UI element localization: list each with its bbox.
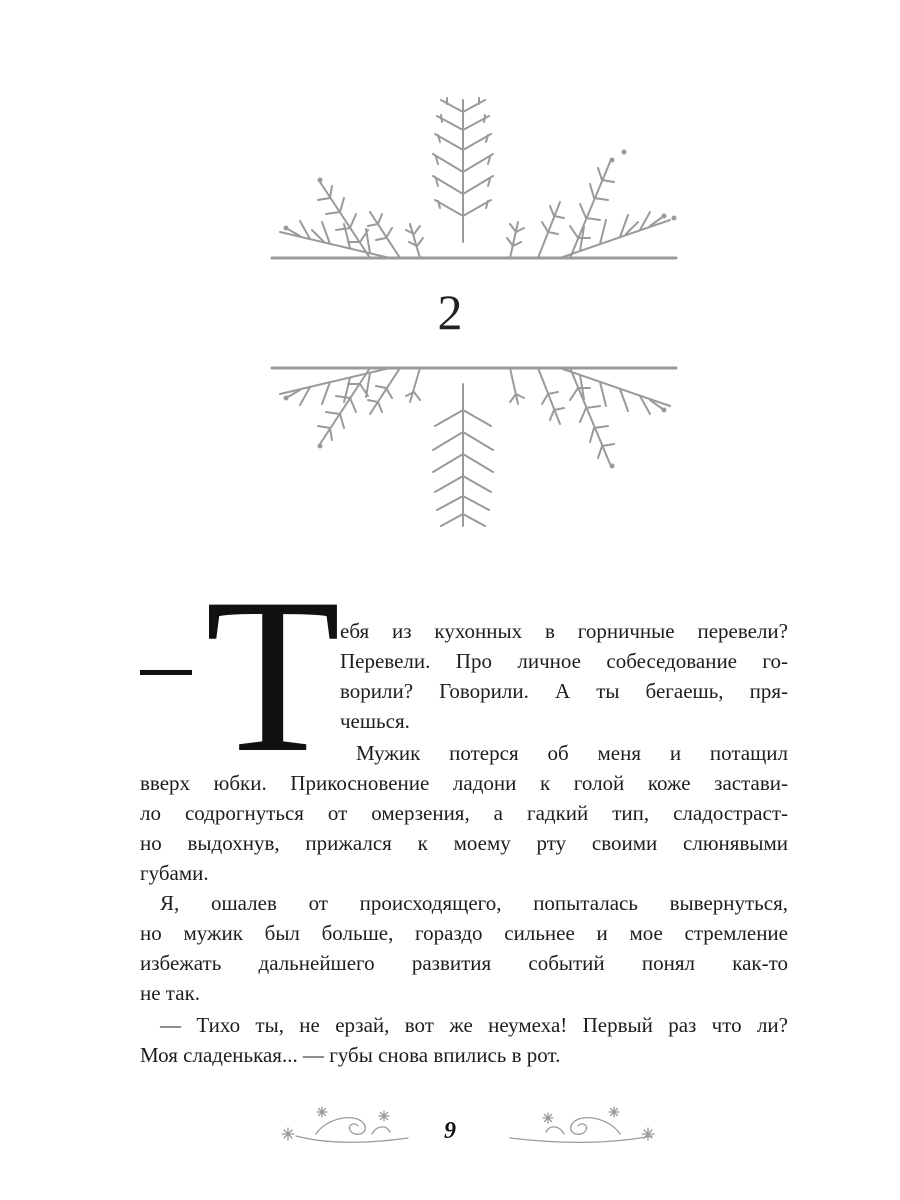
dropcap-letter: Т — [205, 553, 341, 799]
text-line: губами. — [140, 861, 209, 885]
text-line: вверх юбки. Прикосновение ладони к голой коже застави- — [140, 771, 788, 795]
text-line: чешься. — [340, 709, 410, 733]
text-line: Я, ошалев от происходящего, попыталась вывернуться, — [160, 891, 788, 915]
text-line: ебя из кухонных в горничные перевели? — [340, 619, 788, 643]
chapter-number: 2 — [437, 284, 463, 340]
text-line: — Тихо ты, не ерзай, вот же неумеха! Первый раз что ли? — [160, 1013, 788, 1037]
text-line: ворили? Говорили. А ты бегаешь, пря- — [340, 679, 788, 703]
fir-branch-ornament-top-icon — [270, 92, 680, 264]
text-line: Моя сладенькая... — губы снова впились в рот. — [140, 1043, 561, 1067]
page-number: 9 — [444, 1118, 456, 1144]
fir-branch-ornament-bottom-icon — [270, 362, 680, 534]
text-line: но выдохнув, прижался к моему рту своими слюнявыми — [140, 831, 788, 855]
text-line: но мужик был больше, гораздо сильнее и мое стремление — [140, 921, 788, 945]
text-line: ло содрогнуться от омерзения, а гадкий тип, сладостраст- — [140, 801, 788, 825]
text-line: не так. — [140, 981, 201, 1005]
text-line: избежать дальнейшего развития событий понял как-то — [140, 951, 788, 975]
text-line: Перевели. Про личное собеседование го- — [340, 649, 788, 673]
text-line: Мужик потерся об меня и потащил — [356, 741, 788, 765]
dropcap-dash — [140, 670, 192, 675]
